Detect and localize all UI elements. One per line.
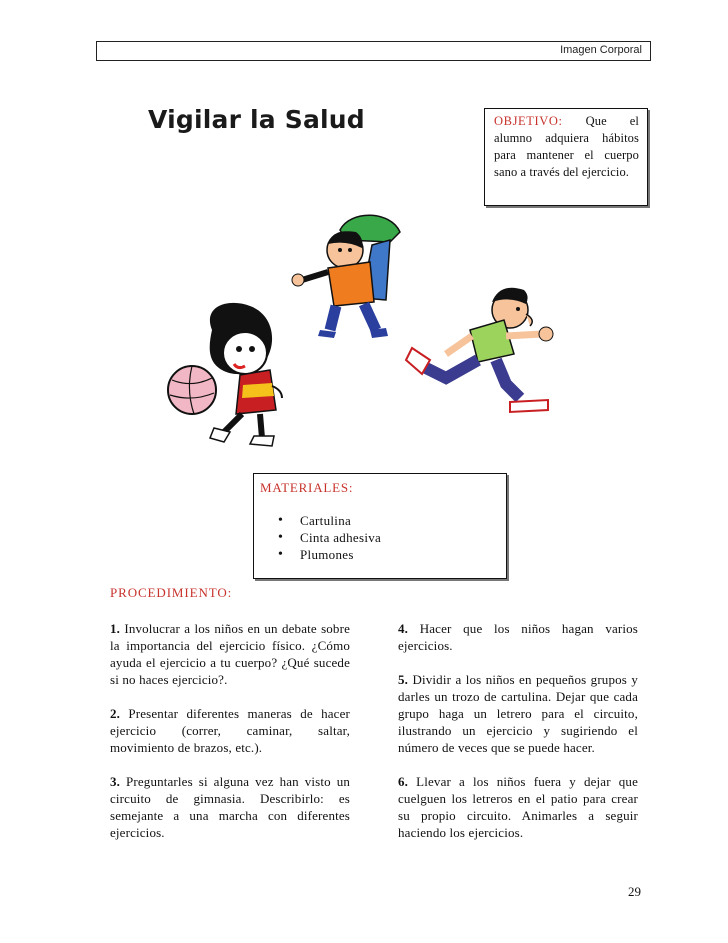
step-text: Presentar diferentes maneras de hacer ejercicio (correr, caminar, saltar, movimiento de brazos, etc.).: [110, 706, 350, 755]
children-exercising-illustration: [150, 210, 570, 465]
objective-box: [484, 108, 648, 206]
page-header: [96, 41, 651, 61]
objective-text: Que el alumno adquiera hábitos para mantener el cuerpo sano a través del ejercicio.: [494, 114, 639, 179]
procedure-step-4: [398, 620, 638, 654]
step-text: Dividir a los niños en pequeños grupos y darles un trozo de cartulina. Dejar que cada grupo haga un letrero para el circuito, ilustrando un ejercicio y sugiriendo el número de veces que se puede hacer.: [398, 672, 639, 755]
boy-with-backpack-figure: [292, 215, 400, 338]
page-title: Vigilar la Salud: [148, 105, 365, 134]
step-text: Hacer que los niños hagan varios ejercicios.: [398, 621, 638, 653]
step-text: Llevar a los niños fuera y dejar que cuelguen los letreros en el patio para crear su propio circuito. Animarles a seguir haciendo los ejercicios.: [398, 774, 638, 840]
girl-with-ball-figure: [168, 303, 282, 446]
objective-label: OBJETIVO:: [494, 114, 563, 128]
running-boy-figure: [406, 288, 553, 412]
header-title: Imagen Corporal: [560, 44, 642, 56]
step-text: Preguntarles si alguna vez han visto un circuito de gimnasia. Describirlo: es semejante a una marcha con diferentes ejercicios.: [110, 774, 351, 840]
procedure-step-5: [398, 671, 638, 756]
list-item: • Cinta adhesiva: [278, 529, 381, 546]
procedure-column-right: [398, 620, 638, 858]
step-number: 3.: [110, 774, 121, 789]
procedure-step-2: [110, 705, 350, 756]
step-number: 5.: [398, 672, 409, 687]
list-item: • Plumones: [278, 546, 381, 563]
materials-box: [253, 473, 507, 579]
procedure-step-6: [398, 773, 638, 841]
step-text: Involucrar a los niños en un debate sobre la importancia del ejercicio físico. ¿Cómo ayuda el ejercicio a tu cuerpo? ¿Qué sucede si no haces ejercicio?.: [110, 621, 350, 687]
step-number: 1.: [110, 621, 121, 636]
materials-list: [278, 512, 381, 563]
procedure-column-left: [110, 620, 350, 858]
procedure-title: PROCEDIMIENTO:: [110, 585, 233, 600]
step-number: 4.: [398, 621, 409, 636]
page-number: 29: [628, 884, 641, 899]
step-number: 6.: [398, 774, 409, 789]
materials-label: MATERIALES:: [260, 480, 354, 495]
procedure-step-1: [110, 620, 350, 688]
procedure-step-3: [110, 773, 350, 841]
list-item: • Cartulina: [278, 512, 381, 529]
step-number: 2.: [110, 706, 121, 721]
